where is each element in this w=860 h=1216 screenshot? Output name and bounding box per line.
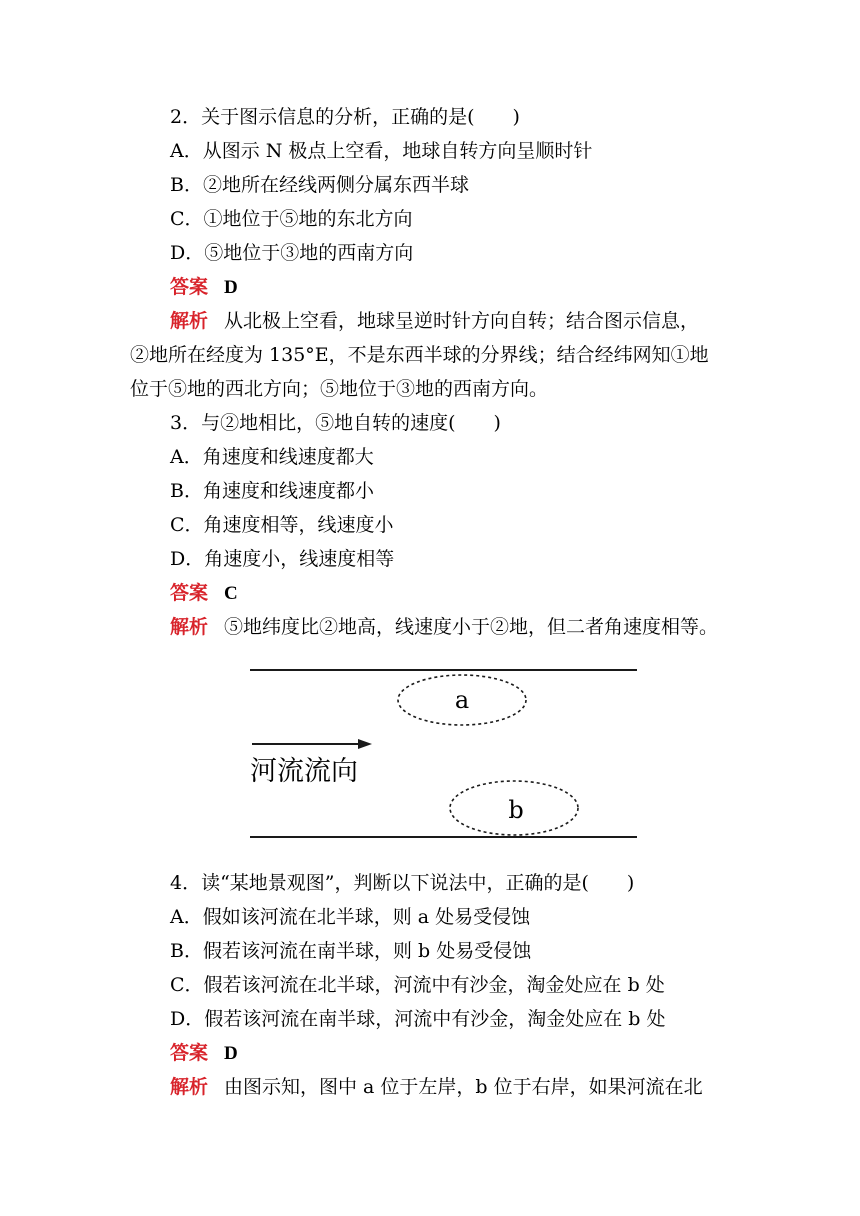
q2-option-b: B．②地所在经线两侧分属东西半球 xyxy=(170,174,469,196)
q2-analysis-line-1: 从北极上空看，地球呈逆时针方向自转；结合图示信息， xyxy=(224,310,700,332)
q2-analysis-tag: 解析 xyxy=(170,310,209,332)
q4-option-c: C．假若该河流在北半球，河流中有沙金，淘金处应在 b 处 xyxy=(170,974,665,996)
q2-answer: D xyxy=(224,277,238,298)
river-figure-svg xyxy=(232,650,652,855)
q2-option-a: A．从图示 N 极点上空看，地球自转方向呈顺时针 xyxy=(170,140,593,162)
q3-analysis-line-1: ⑤地纬度比②地高，线速度小于②地，但二者角速度相等。 xyxy=(224,616,719,638)
q2-option-d: D．⑤地位于③地的西南方向 xyxy=(170,242,414,264)
q3-answer-tag: 答案 xyxy=(170,582,209,604)
q3-answer: C xyxy=(224,583,238,604)
q4-option-b: B．假若该河流在南半球，则 b 处易受侵蚀 xyxy=(170,940,532,962)
q2-analysis-line-2: ②地所在经度为 135°E，不是东西半球的分界线；结合经纬网知①地 xyxy=(130,344,709,366)
q2-answer-tag: 答案 xyxy=(170,276,209,298)
flow-direction-label: 河流流向 xyxy=(250,756,358,787)
q3-analysis-tag: 解析 xyxy=(170,616,209,638)
q3-option-d: D．角速度小，线速度相等 xyxy=(170,548,395,570)
q3-option-b: B．角速度和线速度都小 xyxy=(170,480,374,502)
q4-option-d: D．假若该河流在南半球，河流中有沙金，淘金处应在 b 处 xyxy=(170,1008,666,1030)
q4-stem: 4．读“某地景观图”，判断以下说法中，正确的是( ) xyxy=(170,872,635,894)
q4-answer: D xyxy=(224,1043,238,1064)
q3-option-a: A．角速度和线速度都大 xyxy=(170,446,374,468)
q3-option-c: C．角速度相等，线速度小 xyxy=(170,514,394,536)
q2-answer-row xyxy=(170,270,238,305)
river-landscape-figure xyxy=(232,650,652,855)
q4-analysis-row xyxy=(170,1070,703,1104)
q4-analysis-line-1: 由图示知，图中 a 位于左岸，b 位于右岸，如果河流在北 xyxy=(224,1076,703,1098)
q4-answer-tag: 答案 xyxy=(170,1042,209,1064)
q2-analysis-line-3: 位于⑤地的西北方向；⑤地位于③地的西南方向。 xyxy=(130,378,549,400)
q3-analysis-row xyxy=(170,610,718,644)
q4-option-a: A．假如该河流在北半球，则 a 处易受侵蚀 xyxy=(170,906,531,928)
q3-stem: 3．与②地相比，⑤地自转的速度( ) xyxy=(170,412,501,434)
label-a: a xyxy=(454,686,470,714)
q4-analysis-tag: 解析 xyxy=(170,1076,209,1098)
q2-stem: 2．关于图示信息的分析，正确的是( ) xyxy=(170,106,520,128)
q4-answer-row xyxy=(170,1036,238,1071)
q2-option-c: C．①地位于⑤地的东北方向 xyxy=(170,208,413,230)
q3-answer-row xyxy=(170,576,238,611)
q2-analysis-row xyxy=(170,304,699,338)
label-b: b xyxy=(508,796,524,824)
